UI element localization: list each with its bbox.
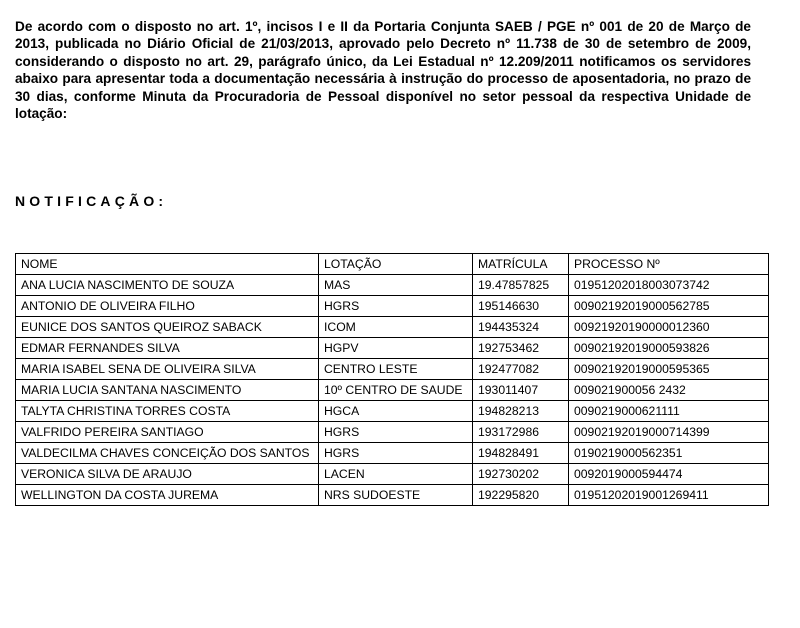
cell-processo: 01951202018003073742 — [569, 275, 769, 296]
cell-processo: 0090219000621111 — [569, 401, 769, 422]
cell-matricula: 193172986 — [473, 422, 569, 443]
table-row — [16, 275, 769, 296]
cell-nome: MARIA ISABEL SENA DE OLIVEIRA SILVA — [16, 359, 319, 380]
cell-lotacao: CENTRO LESTE — [319, 359, 473, 380]
cell-matricula: 192477082 — [473, 359, 569, 380]
header-lotacao: LOTAÇÃO — [319, 254, 473, 275]
cell-matricula: 19.47857825 — [473, 275, 569, 296]
cell-processo: 00921920190000012360 — [569, 317, 769, 338]
cell-lotacao: MAS — [319, 275, 473, 296]
cell-lotacao: HGRS — [319, 443, 473, 464]
cell-processo: 009021900056 2432 — [569, 380, 769, 401]
cell-matricula: 194435324 — [473, 317, 569, 338]
cell-processo: 0092019000594474 — [569, 464, 769, 485]
table-row — [16, 485, 769, 506]
cell-nome: VALFRIDO PEREIRA SANTIAGO — [16, 422, 319, 443]
table-row — [16, 359, 769, 380]
cell-nome: ANTONIO DE OLIVEIRA FILHO — [16, 296, 319, 317]
cell-matricula: 192730202 — [473, 464, 569, 485]
table-row — [16, 443, 769, 464]
cell-processo: 01951202019001269411 — [569, 485, 769, 506]
cell-lotacao: HGRS — [319, 422, 473, 443]
cell-nome: EUNICE DOS SANTOS QUEIROZ SABACK — [16, 317, 319, 338]
table-row — [16, 401, 769, 422]
cell-nome: VALDECILMA CHAVES CONCEIÇÃO DOS SANTOS — [16, 443, 319, 464]
cell-processo: 00902192019000562785 — [569, 296, 769, 317]
cell-nome: EDMAR FERNANDES SILVA — [16, 338, 319, 359]
cell-matricula: 192753462 — [473, 338, 569, 359]
cell-nome: VERONICA SILVA DE ARAUJO — [16, 464, 319, 485]
cell-matricula: 193011407 — [473, 380, 569, 401]
header-matricula: MATRÍCULA — [473, 254, 569, 275]
table-header-row — [16, 254, 769, 275]
cell-nome: TALYTA CHRISTINA TORRES COSTA — [16, 401, 319, 422]
table-row — [16, 296, 769, 317]
cell-lotacao: HGCA — [319, 401, 473, 422]
table-row — [16, 464, 769, 485]
cell-matricula: 194828213 — [473, 401, 569, 422]
cell-nome: MARIA LUCIA SANTANA NASCIMENTO — [16, 380, 319, 401]
table-row — [16, 338, 769, 359]
cell-lotacao: ICOM — [319, 317, 473, 338]
cell-lotacao: 10º CENTRO DE SAUDE — [319, 380, 473, 401]
cell-lotacao: LACEN — [319, 464, 473, 485]
cell-matricula: 195146630 — [473, 296, 569, 317]
cell-matricula: 194828491 — [473, 443, 569, 464]
section-heading: NOTIFICAÇÃO: — [15, 193, 168, 209]
notification-table — [15, 253, 769, 506]
cell-processo: 00902192019000595365 — [569, 359, 769, 380]
cell-lotacao: HGPV — [319, 338, 473, 359]
table-row — [16, 422, 769, 443]
cell-nome: ANA LUCIA NASCIMENTO DE SOUZA — [16, 275, 319, 296]
cell-processo: 0190219000562351 — [569, 443, 769, 464]
cell-nome: WELLINGTON DA COSTA JUREMA — [16, 485, 319, 506]
intro-paragraph: De acordo com o disposto no art. 1º, incisos I e II da Portaria Conjunta SAEB / PGE nº 001 de 20 de Março de 2013, publicada no Diário Oficial de 21/03/2013, aprovado pelo Decreto nº 11.738 de 30 de setembro de 2009, considerando o disposto no art. 29, parágrafo único, da Lei Estadual nº 12.209/2011 notificamos os servidores abaixo para apresentar toda a documentação necessária à instrução do processo de aposentadoria, no prazo de 30 dias, conforme Minuta da Procuradoria de Pessoal disponível no setor pessoal da respectiva Unidade de lotação: — [15, 19, 751, 122]
header-processo: PROCESSO Nº — [569, 254, 769, 275]
cell-lotacao: NRS SUDOESTE — [319, 485, 473, 506]
table-row — [16, 380, 769, 401]
table-row — [16, 317, 769, 338]
cell-lotacao: HGRS — [319, 296, 473, 317]
cell-matricula: 192295820 — [473, 485, 569, 506]
cell-processo: 00902192019000714399 — [569, 422, 769, 443]
cell-processo: 00902192019000593826 — [569, 338, 769, 359]
header-nome: NOME — [16, 254, 319, 275]
